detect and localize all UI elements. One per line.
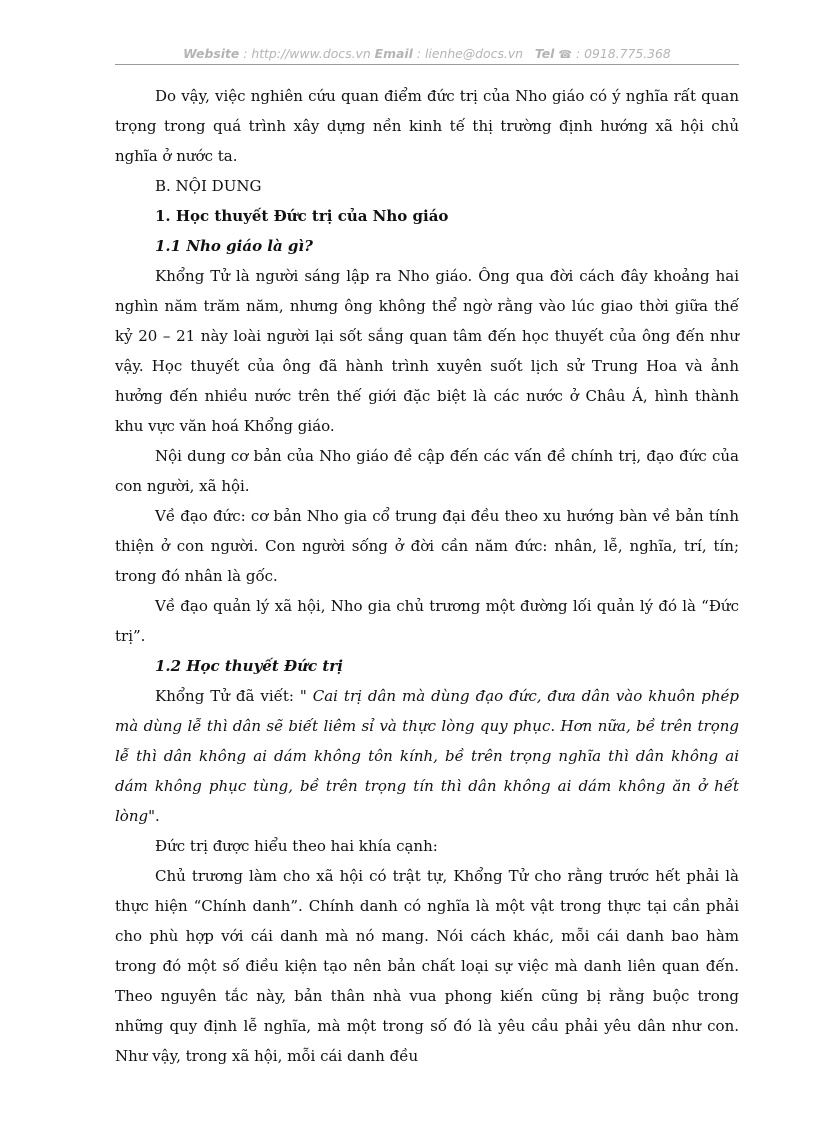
phone-icon: ☎ [558,48,573,61]
paragraph-governance: Về đạo quản lý xã hội, Nho gia chủ trương một đường lối quản lý đó là “Đức trị”. [115,597,739,645]
tel-value: : 0918.775.368 [575,46,671,61]
website-label: Website [183,46,240,61]
email-label: Email [374,46,413,61]
quote-end: . [155,807,160,825]
paragraph-quote [115,681,739,831]
heading-1-1: 1.1 Nho giáo là gì? [155,237,313,255]
paragraph-aspects: Đức trị được hiểu theo hai khía cạnh: [155,837,438,855]
email-value: : lienhe@docs.vn [416,46,524,61]
paragraph-ethics: Về đạo đức: cơ bản Nho gia cổ trung đại đều theo xu hướng bàn về bản tính thiện ở con người. Con người sống ở đời cần năm đức: nhân, lễ, nghĩa, trí, tín; trong đó nhân là gốc. [115,507,739,585]
paragraph-confucius: Khổng Tử là người sáng lập ra Nho giáo. Ông qua đời cách đây khoảng hai nghìn năm trăm năm, nhưng ông không thể ngờ rằng vào lúc giao thời giữa thế kỷ 20 – 21 này loài người lại sốt sắng quan tâm đến học thuyết của ông đến như vậy. Học thuyết của ông đã hành trình xuyên suốt lịch sử Trung Hoa và ảnh hưởng đến nhiều nước trên thế giới đặc biệt là các nước ở Châu Á, hình thành khu vực văn hoá Khổng giáo. [115,267,739,435]
heading-1: 1. Học thuyết Đức trị của Nho giáo [155,207,449,225]
paragraph-intro: Do vậy, việc nghiên cứu quan điểm đức trị của Nho giáo có ý nghĩa rất quan trọng trong quá trình xây dựng nền kinh tế thị trường định hướng xã hội chủ nghĩa ở nước ta. [115,87,739,165]
quote-text: " Cai trị dân mà dùng đạo đức, đưa dân vào khuôn phép mà dùng lễ thì dân sẽ biết liêm sỉ và thực lòng quy phục. Hơn nữa, bề trên trọng lễ thì dân không ai dám không tôn kính, bề trên trọng nghĩa thì dân không ai dám không phục tùng, bề trên trọng tín thì dân không ai dám không ăn ở hết lòng" [115,687,740,825]
header-divider [115,64,739,65]
paragraph-content: Nội dung cơ bản của Nho giáo đề cập đến các vấn đề chính trị, đạo đức của con người, xã hội. [115,447,739,495]
page-header [115,46,739,61]
heading-1-2: 1.2 Học thuyết Đức trị [155,657,343,675]
document-body [115,81,739,1071]
section-b-heading: B. NỘI DUNG [155,177,262,195]
tel-label: Tel [534,46,555,61]
paragraph-rectification: Chủ trương làm cho xã hội có trật tự, Khổng Tử cho rằng trước hết phải là thực hiện “Chính danh”. Chính danh có nghĩa là một vật trong thực tại cần phải cho phù hợp với cái danh mà nó mang. Nói cách khác, mỗi cái danh bao hàm trong đó một số điều kiện tạo nên bản chất loại sự việc mà danh liên quan đến. Theo nguyên tắc này, bản thân nhà vua phong kiến cũng bị rằng buộc trong những quy định lễ nghĩa, mà một trong số đó là yêu cầu phải yêu dân như con. Như vậy, trong xã hội, mỗi cái danh đều [115,867,739,1065]
website-value: : http://www.docs.vn [243,46,371,61]
quote-lead: Khổng Tử đã viết: [155,687,300,705]
